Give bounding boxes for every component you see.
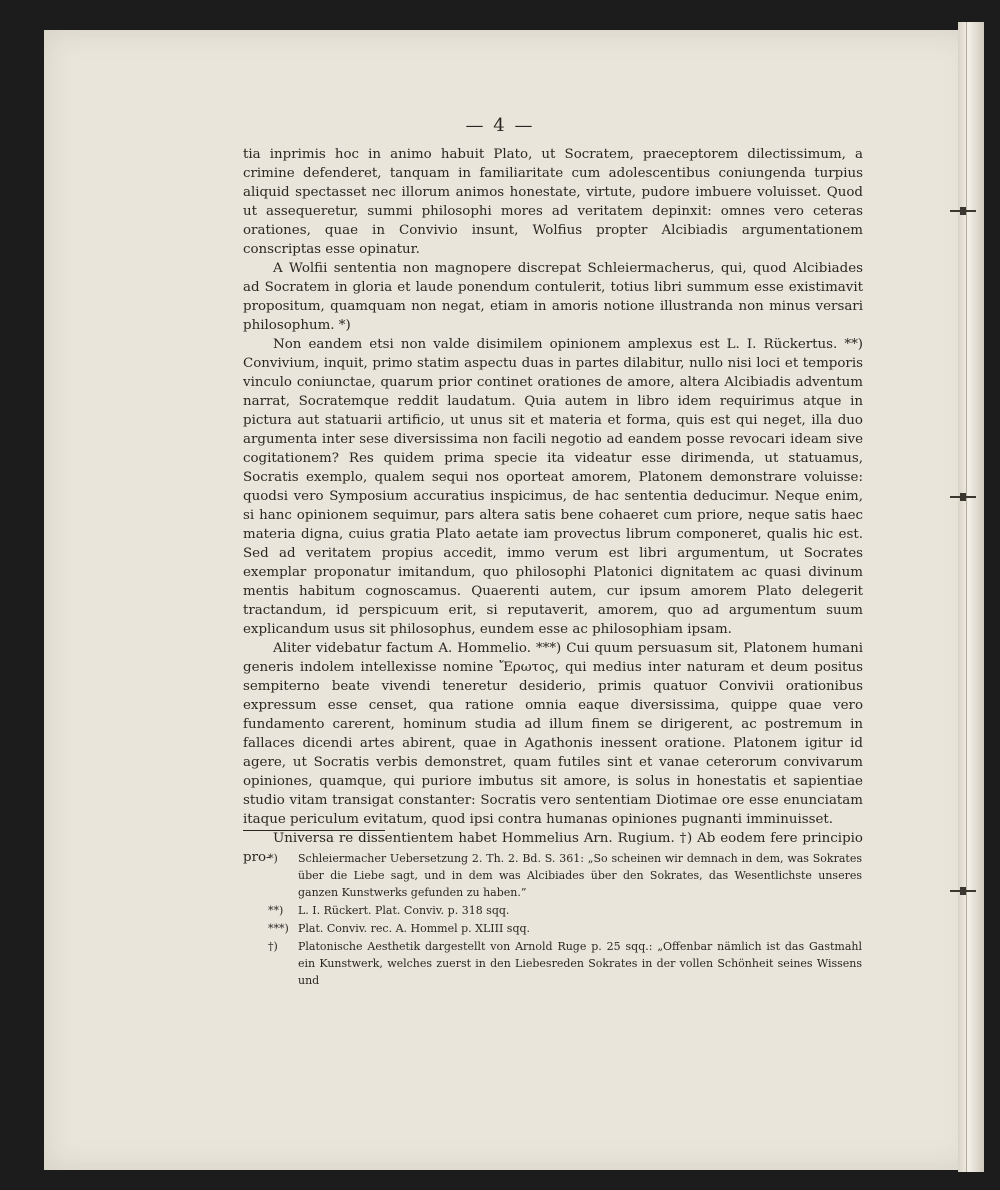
paragraph: tia inprimis hoc in animo habuit Plato, ut Socratem, praeceptorem dilectissimum, a crimine defenderet, tanquam in familiaritate cum adolescentibus coniungenda turpius aliquid spectasset nec illorum animos honestate, virtute, pudore imbuere voluisset. Quod ut assequeretur, summi philosophi mores ad veritatem depinxit: omnes vero ceteras orationes, quae in Convivio insunt, Wolfius propter Alcibiadis argumentationem conscriptas esse opinatur.: [243, 147, 863, 257]
footnote-mark: *): [268, 852, 278, 865]
footnote: [268, 850, 862, 901]
paragraph: Aliter videbatur factum A. Hommelio. ***) Cui quum persuasum sit, Platonem humani generis indolem intellexisse nomine Ἔρωτος, qui medius inter naturam et deum positus sempiterno beate vivendi teneretur desiderio, primis quatuor Convivii orationibus expressum esse censet, qua ratione omnia eaque diversissima, quippe quae vero fundamento carerent, hominum studia ad illum finem se dirigerent, ac postremum in fallaces dicendi artes abirent, quae in Agathonis inessent oratione. Platonem igitur id agere, ut Socratis verbis demonstret, quam futiles sint et vanae ceterorum convivarum opiniones, quamque, qui puriore imbutus sit amore, is solus in honestatis et sapientiae studio vitam transigat constanter: Socratis vero sententiam Diotimae ore esse enunciatam itaque periculum evitatum, quod ipsi contra humanas opiniones pugnanti imminuisset.: [243, 641, 863, 827]
footnotes: [268, 850, 862, 990]
footnote-text: L. I. Rückert. Plat. Conviv. p. 318 sqq.: [298, 904, 510, 917]
footnote-text: Schleiermacher Uebersetzung 2. Th. 2. Bd. S. 361: „So scheinen wir demnach in dem, was Sokrates über die Liebe sagt, und in dem was Alcibiades über den Sokrates, das Wesentlichste unseres ganzen Kunstwerks gefunden zu haben.”: [298, 852, 862, 899]
footnote-text: Platonische Aesthetik dargestellt von Arnold Ruge p. 25 sqq.: „Offenbar nämlich ist das Gastmahl ein Kunstwerk, welches zuerst in den Liebesreden Sokrates in der vollen Schönheit seines Wissens und: [298, 940, 862, 987]
paragraph: Universa re dissentientem habet Hommelius Arn. Rugium. †) Ab eodem fere principio pro-: [243, 831, 863, 865]
edge-marker: [950, 496, 976, 498]
footnote-separator: [243, 830, 385, 831]
edge-marker: [950, 890, 976, 892]
footnote-mark: †): [268, 940, 278, 953]
page-number: — 4 —: [465, 115, 535, 136]
footnote: [268, 920, 862, 937]
body-text: [243, 145, 863, 867]
footnote-mark: **): [268, 904, 284, 917]
paragraph: A Wolfii sententia non magnopere discrepat Schleiermacherus, qui, quod Alcibiades ad Socratem in gloria et laude ponendum contulerit, totius libri summum esse existimavit propositum, quamquam non negat, etiam in amoris notione illustranda non minus versari philosophum. *): [243, 261, 863, 333]
page-edge-line: [966, 22, 967, 1172]
footnote: [268, 902, 862, 919]
paragraph: Non eandem etsi non valde disimilem opinionem amplexus est L. I. Rückertus. **) Convivium, inquit, primo statim aspectu duas in partes dilabitur, nullo nisi loci et temporis vinculo coniunctae, quarum prior continet orationes de amore, altera Alcibiadis adventum narrat, Socratemque reddit laudatum. Quia autem in libro idem requirimus atque in pictura aut statuarii artificio, ut unus sit et materia et forma, quis est qui neget, illa duo argumenta inter sese diversissima non facili negotio ad eandem posse revocari ideam sive cogitationem? Res quidem prima specie ita videatur esse dirimenda, ut statuamus, Socratis exemplo, qualem sequi nos oporteat amorem, Platonem demonstrare voluisse: quodsi vero Symposium accuratius inspicimus, de hac sententia deducimur. Neque enim, si hanc opinionem sequimur, pars altera satis bene cohaeret cum priore, neque satis haec materia digna, cuius gratia Plato aetate iam provectus librum componeret, qualis hic est. Sed ad veritatem propius accedit, immo verum est libri argumentum, ut Socrates exemplar proponatur imitandum, quo philosophi Platonici dignitatem ac quasi divinum mentis habitum cognoscamus. Quaerenti autem, cur ipsum amorem Plato delegerit tractandum, id perspicuum erit, si reputaverit, amorem, quo ad argumentum suum explicandum usus sit philosophus, eundem esse ac philosophiam ipsam.: [243, 337, 863, 637]
footnote-text: Plat. Conviv. rec. A. Hommel p. XLIII sqq.: [298, 922, 531, 935]
footnote-mark: ***): [268, 922, 289, 935]
next-page-edge: [958, 22, 984, 1172]
footnote: [268, 938, 862, 989]
edge-marker: [950, 210, 976, 212]
